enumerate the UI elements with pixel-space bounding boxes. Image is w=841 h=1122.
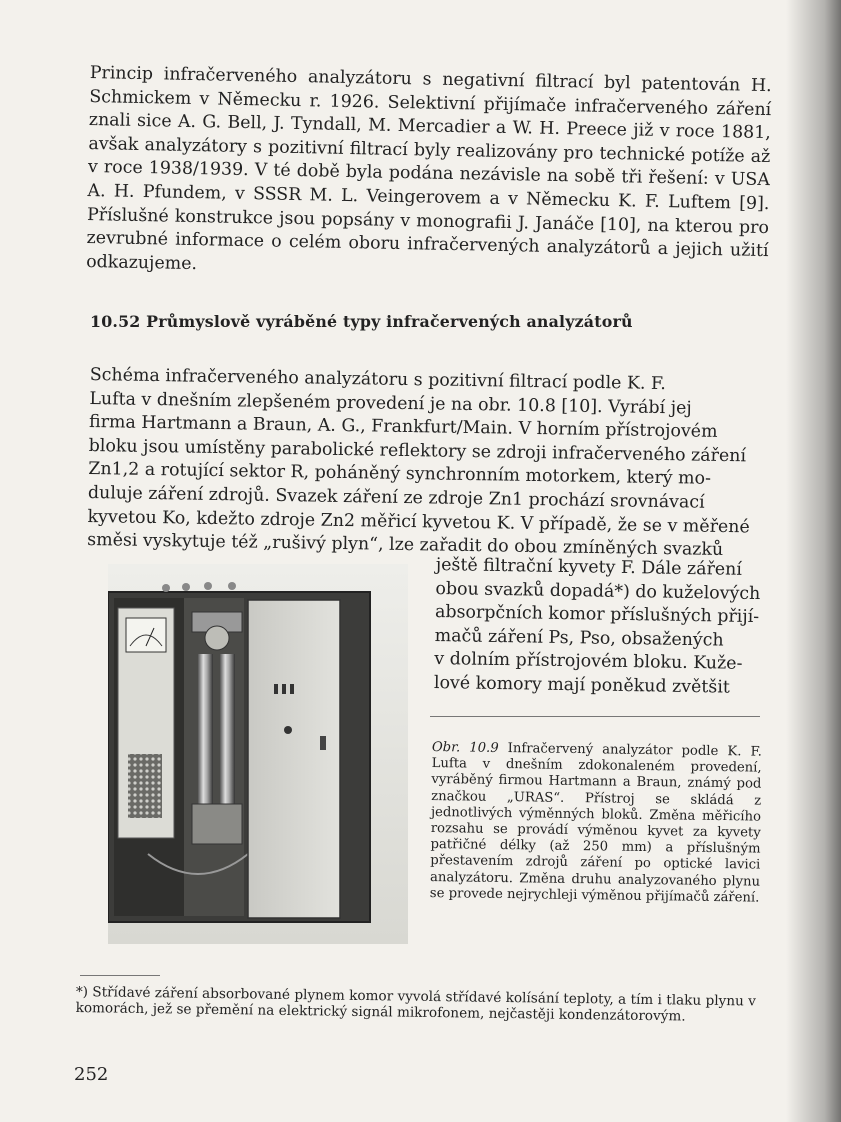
section-heading: 10.52 Průmyslově vyráběné typy infračervených analyzátorů bbox=[90, 312, 633, 331]
figure-caption bbox=[430, 740, 762, 907]
infrared-analyzer-photo bbox=[108, 564, 408, 944]
page-edge-shadow bbox=[786, 0, 841, 1122]
figure-label: Obr. 10.9 bbox=[431, 740, 499, 756]
text-line: bloku jsou umístěny parabolické reflektory se zdroji infračerveného záření bbox=[88, 435, 747, 467]
text-line: v dolním přístrojovém bloku. Kuže- bbox=[434, 649, 743, 675]
paragraph-wrap-text bbox=[434, 554, 766, 701]
footnote: *) Střídavé záření absorbované plynem komor vyvolá střídavé kolísání teploty, a tím i tlaku plynu v komorách, jež se přemění na elektrický signál mikrofonem, nejčastěji kondenzátorovým. bbox=[75, 984, 756, 1025]
text-line: lové komory mají poněkud zvětšit bbox=[433, 672, 730, 698]
footnote-divider bbox=[80, 975, 160, 976]
text-line: mačů záření Ps, Pso, obsažených bbox=[434, 625, 724, 651]
text-line: směsi vyskytuje též „rušivý plyn“, lze zařadit do obou zmíněných svazků bbox=[87, 530, 724, 561]
paragraph-intro: Princip infračerveného analyzátoru s negativní filtrací byl patentován H. Schmickem v Německu r. 1926. Selektivní přijímače infračerveného záření znali sice A. G. Bell, J. Tyndall, M. Mercadier a W. H. Preece již v roce 1881, avšak analyzátory s pozitivní filtrací byly realizovány pro technické potíže až v roce 1938/1939. V té době byla podána nezávisle na sobě tři řešení: v USA A. H. Pfundem, v SSSR M. L. Veingerovem a v Německu K. F. Luftem [9]. Příslušné konstrukce jsou popsány v monografii J. Janáče [10], na kterou pro zevrubné informace o celém oboru infračervených analyzátorů a jejich užití odkazujeme. bbox=[85, 62, 772, 274]
text-line: Zn1,2 a rotující sektor R, poháněný synchronním motorkem, který mo- bbox=[88, 459, 712, 490]
paragraph-description bbox=[87, 364, 772, 563]
caption-divider bbox=[430, 716, 760, 717]
text-line: obou svazků dopadá*) do kuželových bbox=[435, 578, 761, 604]
analyzer-illustration bbox=[108, 564, 408, 944]
text-line: Lufta v dnešním zlepšeném provedení je na obr. 10.8 [10]. Vyrábí jej bbox=[89, 388, 692, 419]
text-line: firma Hartmann a Braun, A. G., Frankfurt/Main. V horním přístrojovém bbox=[88, 412, 718, 443]
figure-caption-text: Infračervený analyzátor podle K. F. Lufta v dnešním zdokonaleném provedení, vyráběný firmou Hartmann a Braun, známý pod značkou „URAS“. Přístroj se skládá z jednotlivých výměnných bloků. Změna měřicího rozsahu se provádí výměnou kyvet za kyvety patřičné délky (až 250 mm) a příslušným přestavením zdrojů záření po optické lavici analyzátoru. Změna druhu analyzovaného plynu se provede nejrychleji výměnou přijímačů záření. bbox=[429, 741, 762, 906]
text-line: absorpčních komor příslušných přijí- bbox=[434, 602, 760, 628]
text-line: ještě filtrační kyvety F. Dále záření bbox=[435, 554, 743, 580]
text-line: duluje záření zdrojů. Svazek záření ze zdroje Zn1 prochází srovnávací bbox=[87, 482, 705, 513]
page-number: 252 bbox=[74, 1064, 109, 1085]
text-line: Schéma infračerveného analyzátoru s pozitivní filtrací podle K. F. bbox=[89, 364, 666, 395]
text-line: kyvetou Ko, kdežto zdroje Zn2 měřicí kyvetou K. V případě, že se v měřené bbox=[87, 506, 750, 537]
